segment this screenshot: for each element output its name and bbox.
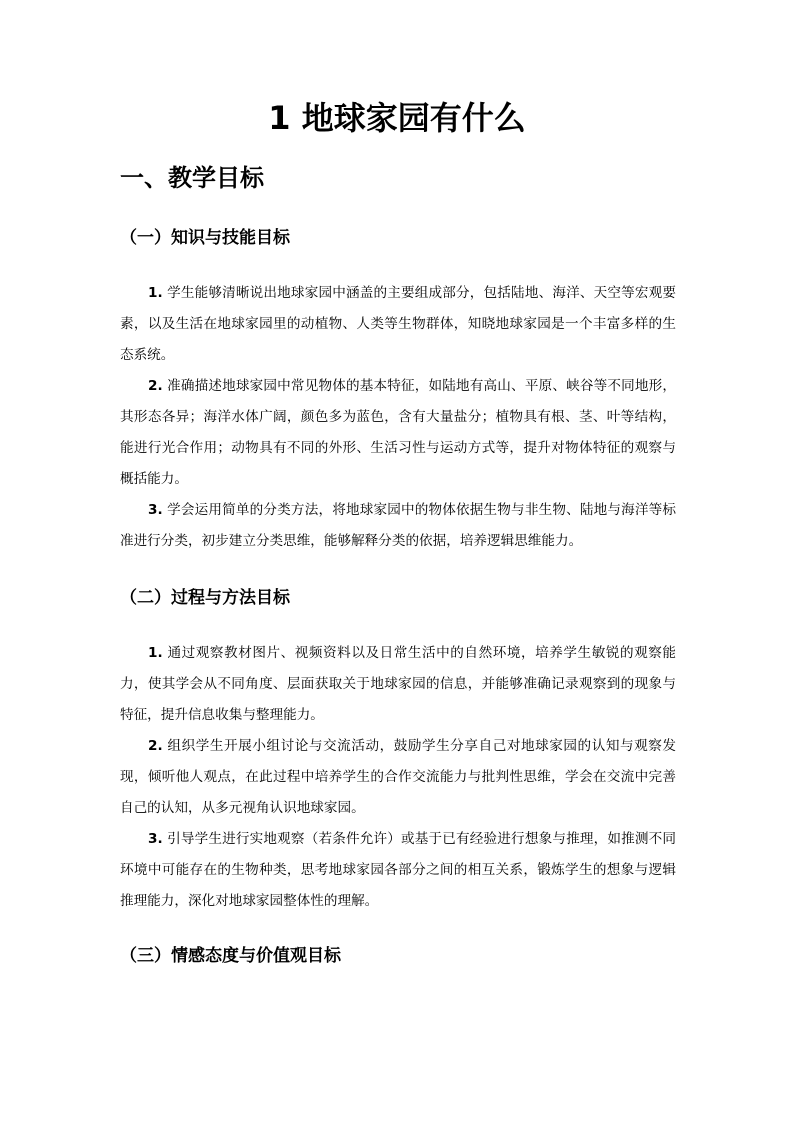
item-number: 1.: [148, 645, 163, 661]
document-title: 1 地球家园有什么: [268, 99, 526, 137]
paragraph-knowledge-3: [120, 495, 676, 557]
item-number: 3.: [148, 502, 163, 518]
subsection-heading-knowledge-skills: （一）知识与技能目标: [120, 228, 290, 248]
item-number: 2.: [148, 378, 163, 394]
paragraph-process-1: [120, 638, 676, 731]
paragraph-process-3: [120, 824, 676, 917]
item-text: 学生能够清晰说出地球家园中涵盖的主要组成部分，包括陆地、海洋、天空等宏观要素，以及生活在地球家园里的动植物、人类等生物群体，知晓地球家园是一个丰富多样的生态系统。: [120, 285, 676, 363]
item-number: 2.: [148, 738, 163, 754]
item-text: 引导学生进行实地观察（若条件允许）或基于已有经验进行想象与推理，如推测不同环境中可能存在的生物种类，思考地球家园各部分之间的相互关系，锻炼学生的想象与逻辑推理能力，深化对地球家园整体性的理解。: [120, 831, 676, 909]
item-text: 组织学生开展小组讨论与交流活动，鼓励学生分享自己对地球家园的认知与观察发现，倾听他人观点，在此过程中培养学生的合作交流能力与批判性思维，学会在交流中完善自己的认知，从多元视角认识地球家园。: [120, 738, 676, 816]
item-text: 通过观察教材图片、视频资料以及日常生活中的自然环境，培养学生敏锐的观察能力，使其学会从不同角度、层面获取关于地球家园的信息，并能够准确记录观察到的现象与特征，提升信息收集与整理能力。: [120, 645, 676, 723]
item-text: 学会运用简单的分类方法，将地球家园中的物体依据生物与非生物、陆地与海洋等标准进行分类，初步建立分类思维，能够解释分类的依据，培养逻辑思维能力。: [120, 502, 676, 549]
subsection-heading-emotion-values: （三）情感态度与价值观目标: [120, 946, 341, 966]
subsection-heading-process-methods: （二）过程与方法目标: [120, 588, 290, 608]
paragraph-process-2: [120, 731, 676, 824]
item-text: 准确描述地球家园中常见物体的基本特征，如陆地有高山、平原、峡谷等不同地形，其形态各异；海洋水体广阔，颜色多为蓝色，含有大量盐分；植物具有根、茎、叶等结构，能进行光合作用；动物具有不同的外形、生活习性与运动方式等，提升对物体特征的观察与概括能力。: [120, 378, 676, 487]
item-number: 3.: [148, 831, 163, 847]
section-heading-teaching-goals: 一、教学目标: [120, 164, 264, 192]
paragraph-knowledge-2: [120, 371, 676, 495]
paragraph-knowledge-1: [120, 278, 676, 371]
item-number: 1.: [148, 285, 163, 301]
